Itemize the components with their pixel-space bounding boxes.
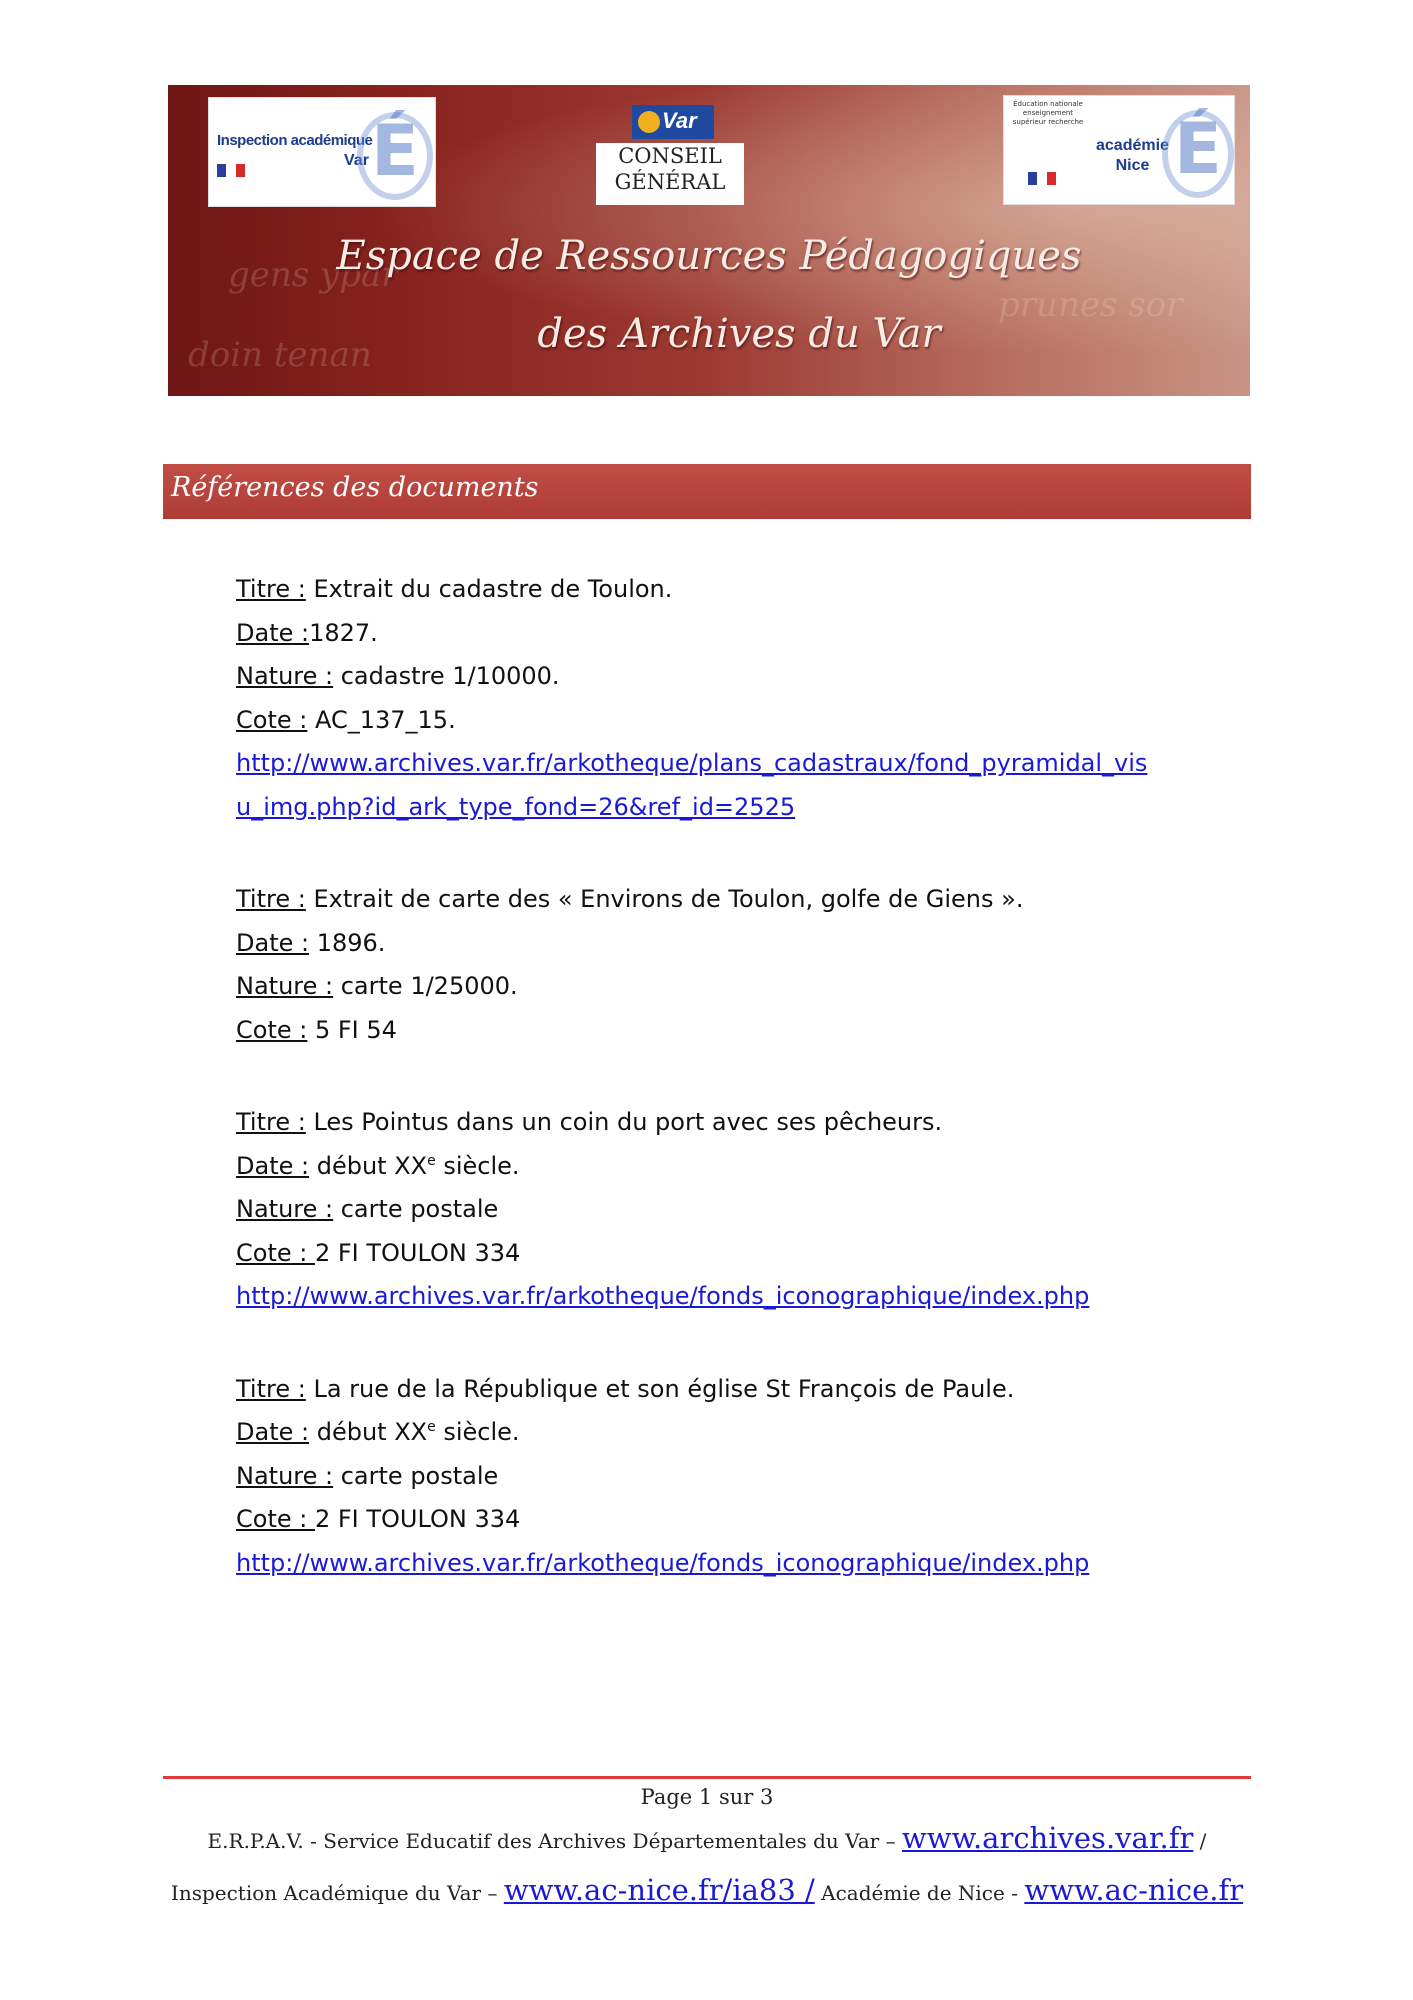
ac-nice-link[interactable]: www.ac-nice.fr <box>1024 1873 1244 1907</box>
titre-value: Les Pointus dans un coin du port avec ses pêcheurs. <box>305 1108 943 1136</box>
nature-label: Nature : <box>236 972 334 1000</box>
nature-value: cadastre 1/10000. <box>333 662 560 690</box>
date-value-sup: e <box>427 1419 436 1435</box>
page-footer <box>163 1782 1251 1916</box>
titre-line <box>236 568 1196 612</box>
nature-line <box>236 1455 1196 1499</box>
logo-right-line1: académie <box>1096 137 1169 154</box>
date-line <box>236 1145 1196 1189</box>
logo-right-small: Éducation nationale enseignement supérieur recherche <box>1012 100 1084 126</box>
footer-line-2 <box>163 1812 1251 1867</box>
nature-line <box>236 1188 1196 1232</box>
conseil-general-text <box>596 143 744 205</box>
background-script: doin tenan <box>188 335 372 375</box>
date-label: Date : <box>236 1151 310 1180</box>
nature-label: Nature : <box>236 662 334 690</box>
inspection-academique-logo <box>208 97 436 207</box>
date-line <box>236 1411 1196 1455</box>
sun-icon <box>638 111 660 133</box>
section-header <box>163 464 1251 519</box>
cote-line <box>236 699 1196 743</box>
nature-value: carte 1/25000. <box>333 972 518 1000</box>
e-letter-icon: É <box>371 110 419 192</box>
reference-item <box>236 878 1196 1052</box>
page-number: Page 1 sur 3 <box>640 1785 774 1809</box>
footer-inspection-text: Inspection Académique du Var – <box>170 1881 504 1905</box>
cote-value: 5 FI 54 <box>307 1015 397 1044</box>
date-line <box>236 612 1196 656</box>
date-line <box>236 922 1196 966</box>
references-list <box>236 568 1196 1634</box>
academie-nice-logo <box>1003 95 1235 205</box>
academie-nice-text <box>1096 136 1169 176</box>
reference-item <box>236 568 1196 829</box>
background-script: gens ypar <box>228 255 398 295</box>
ac-nice-ia83-link[interactable]: www.ac-nice.fr/ia83 / <box>503 1873 815 1907</box>
section-title: Références des documents <box>171 472 539 503</box>
cote-label: Cote : <box>236 1505 315 1533</box>
nature-value: carte postale <box>333 1461 499 1490</box>
titre-label: Titre : <box>236 1108 306 1136</box>
e-letter-icon: É <box>1174 108 1222 190</box>
nature-line <box>236 655 1196 699</box>
reference-item <box>236 1368 1196 1586</box>
nature-line <box>236 965 1196 1009</box>
titre-label: Titre : <box>236 885 306 913</box>
date-label: Date : <box>236 1418 310 1446</box>
var-badge <box>632 105 714 139</box>
footer-separator: / <box>1193 1829 1207 1853</box>
banner-title-line2: des Archives du Var <box>537 311 941 357</box>
logo-center-line1: CONSEIL <box>618 144 722 168</box>
cote-label: Cote : <box>236 705 308 734</box>
archive-link[interactable]: http://www.archives.var.fr/arkotheque/fonds_iconographique/index.php <box>236 1548 1090 1577</box>
cote-label: Cote : <box>236 1015 308 1044</box>
reference-item <box>236 1101 1196 1319</box>
header-banner <box>168 85 1250 396</box>
cote-label: Cote : <box>236 1238 315 1267</box>
nature-value: carte postale <box>333 1195 499 1223</box>
french-flag-icon <box>1028 172 1056 185</box>
cote-value: 2 FI TOULON 334 <box>314 1238 521 1267</box>
date-value-pre: début XX <box>309 1151 428 1180</box>
footer-line-3 <box>163 1867 1251 1916</box>
footer-erpav-text: E.R.P.A.V. - Service Educatif des Archives Départementales du Var – <box>207 1829 902 1853</box>
date-label: Date : <box>236 618 310 647</box>
cote-value: AC_137_15. <box>307 705 456 734</box>
banner-title-line1: Espace de Ressources Pédagogiques <box>336 233 1082 279</box>
date-label: Date : <box>236 928 310 957</box>
date-value-post: siècle. <box>435 1151 520 1180</box>
footer-academie-text: Académie de Nice - <box>814 1881 1025 1905</box>
french-flag-icon <box>217 164 245 177</box>
cote-line <box>236 1232 1196 1276</box>
date-value-post: siècle. <box>435 1418 520 1446</box>
nature-label: Nature : <box>236 1195 334 1223</box>
archive-link[interactable] <box>236 742 1196 829</box>
archive-link[interactable]: http://www.archives.var.fr/arkotheque/fonds_iconographique/index.php <box>236 1282 1090 1310</box>
titre-value: La rue de la République et son église St François de Paule. <box>305 1374 1015 1403</box>
background-script: prunes sor <box>998 285 1183 325</box>
titre-value: Extrait du cadastre de Toulon. <box>305 575 673 603</box>
titre-label: Titre : <box>236 575 306 603</box>
date-value: 1827. <box>309 618 378 647</box>
date-value-sup: e <box>427 1152 436 1169</box>
footer-divider <box>163 1776 1251 1779</box>
cote-line <box>236 1009 1196 1053</box>
logo-left-line1: Inspection académique <box>217 132 373 149</box>
date-value: 1896. <box>309 928 386 957</box>
logo-center-brand: Var <box>662 108 697 133</box>
cote-value: 2 FI TOULON 334 <box>314 1505 521 1533</box>
titre-line <box>236 1368 1196 1412</box>
nature-label: Nature : <box>236 1461 334 1490</box>
logo-left-line2: Var <box>344 152 369 169</box>
titre-label: Titre : <box>236 1374 306 1403</box>
logo-center-line2: GÉNÉRAL <box>614 170 726 194</box>
date-value-pre: début XX <box>309 1418 428 1446</box>
titre-line <box>236 878 1196 922</box>
archives-var-link[interactable]: www.archives.var.fr <box>901 1821 1194 1855</box>
conseil-general-logo <box>596 105 744 205</box>
titre-value: Extrait de carte des « Environs de Toulon, golfe de Giens ». <box>305 885 1024 913</box>
logo-right-line2: Nice <box>1115 157 1150 174</box>
titre-line <box>236 1101 1196 1145</box>
archive-link-line1[interactable]: http://www.archives.var.fr/arkotheque/plans_cadastraux/fond_pyramidal_vis <box>236 749 1148 777</box>
cote-line <box>236 1498 1196 1542</box>
archive-link-line2[interactable]: u_img.php?id_ark_type_fond=26&ref_id=2525 <box>236 792 796 821</box>
